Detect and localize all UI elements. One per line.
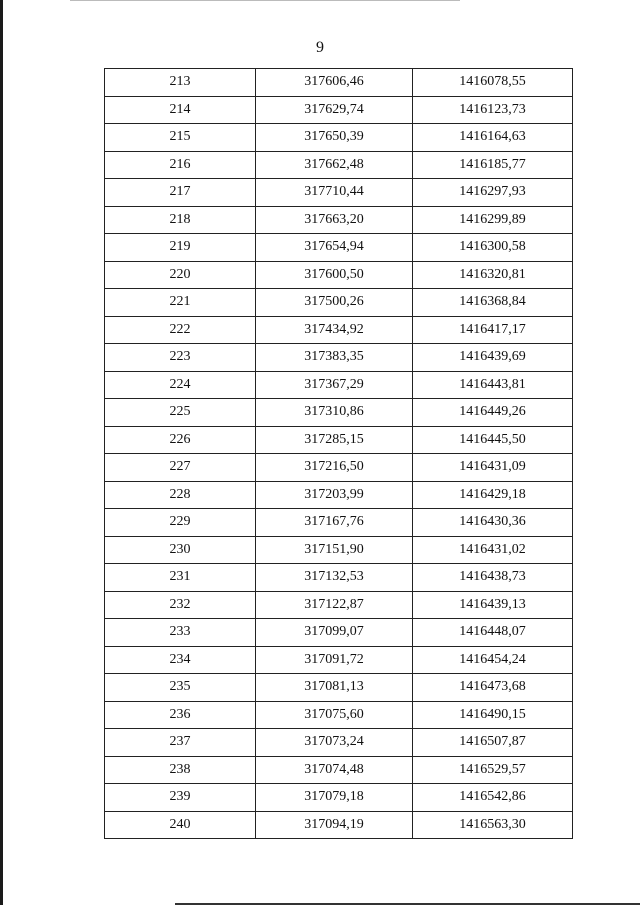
y-coordinate-cell: 1416164,63 xyxy=(413,124,573,152)
table-row xyxy=(105,811,573,839)
y-coordinate-cell: 1416542,86 xyxy=(413,784,573,812)
table-row xyxy=(105,371,573,399)
point-number-cell: 232 xyxy=(105,591,256,619)
table-row xyxy=(105,701,573,729)
point-number-cell: 219 xyxy=(105,234,256,262)
y-coordinate-cell: 1416529,57 xyxy=(413,756,573,784)
y-coordinate-cell: 1416439,13 xyxy=(413,591,573,619)
table-row xyxy=(105,316,573,344)
table-row xyxy=(105,674,573,702)
x-coordinate-cell: 317310,86 xyxy=(256,399,413,427)
table-row xyxy=(105,564,573,592)
table-row xyxy=(105,426,573,454)
x-coordinate-cell: 317500,26 xyxy=(256,289,413,317)
point-number-cell: 227 xyxy=(105,454,256,482)
y-coordinate-cell: 1416563,30 xyxy=(413,811,573,839)
x-coordinate-cell: 317081,13 xyxy=(256,674,413,702)
y-coordinate-cell: 1416443,81 xyxy=(413,371,573,399)
page-number: 9 xyxy=(316,39,324,56)
table-row xyxy=(105,509,573,537)
point-number-cell: 237 xyxy=(105,729,256,757)
y-coordinate-cell: 1416430,36 xyxy=(413,509,573,537)
x-coordinate-cell: 317074,48 xyxy=(256,756,413,784)
y-coordinate-cell: 1416299,89 xyxy=(413,206,573,234)
x-coordinate-cell: 317650,39 xyxy=(256,124,413,152)
coordinates-table xyxy=(104,68,573,839)
point-number-cell: 220 xyxy=(105,261,256,289)
point-number-cell: 235 xyxy=(105,674,256,702)
table-row xyxy=(105,756,573,784)
x-coordinate-cell: 317151,90 xyxy=(256,536,413,564)
table-row xyxy=(105,591,573,619)
y-coordinate-cell: 1416438,73 xyxy=(413,564,573,592)
x-coordinate-cell: 317167,76 xyxy=(256,509,413,537)
point-number-cell: 236 xyxy=(105,701,256,729)
point-number-cell: 221 xyxy=(105,289,256,317)
point-number-cell: 240 xyxy=(105,811,256,839)
coordinates-table-body xyxy=(105,69,573,839)
point-number-cell: 229 xyxy=(105,509,256,537)
point-number-cell: 218 xyxy=(105,206,256,234)
point-number-cell: 230 xyxy=(105,536,256,564)
x-coordinate-cell: 317073,24 xyxy=(256,729,413,757)
table-row xyxy=(105,289,573,317)
y-coordinate-cell: 1416429,18 xyxy=(413,481,573,509)
y-coordinate-cell: 1416185,77 xyxy=(413,151,573,179)
x-coordinate-cell: 317094,19 xyxy=(256,811,413,839)
x-coordinate-cell: 317367,29 xyxy=(256,371,413,399)
x-coordinate-cell: 317600,50 xyxy=(256,261,413,289)
point-number-cell: 233 xyxy=(105,619,256,647)
scan-left-edge xyxy=(0,0,3,905)
table-row xyxy=(105,619,573,647)
table-row xyxy=(105,151,573,179)
point-number-cell: 215 xyxy=(105,124,256,152)
table-row xyxy=(105,454,573,482)
x-coordinate-cell: 317606,46 xyxy=(256,69,413,97)
table-row xyxy=(105,124,573,152)
y-coordinate-cell: 1416078,55 xyxy=(413,69,573,97)
point-number-cell: 214 xyxy=(105,96,256,124)
x-coordinate-cell: 317654,94 xyxy=(256,234,413,262)
x-coordinate-cell: 317091,72 xyxy=(256,646,413,674)
point-number-cell: 228 xyxy=(105,481,256,509)
point-number-cell: 223 xyxy=(105,344,256,372)
y-coordinate-cell: 1416448,07 xyxy=(413,619,573,647)
table-row xyxy=(105,536,573,564)
y-coordinate-cell: 1416490,15 xyxy=(413,701,573,729)
x-coordinate-cell: 317663,20 xyxy=(256,206,413,234)
x-coordinate-cell: 317629,74 xyxy=(256,96,413,124)
point-number-cell: 222 xyxy=(105,316,256,344)
point-number-cell: 234 xyxy=(105,646,256,674)
x-coordinate-cell: 317285,15 xyxy=(256,426,413,454)
point-number-cell: 225 xyxy=(105,399,256,427)
point-number-cell: 217 xyxy=(105,179,256,207)
x-coordinate-cell: 317079,18 xyxy=(256,784,413,812)
table-row xyxy=(105,96,573,124)
table-row xyxy=(105,206,573,234)
x-coordinate-cell: 317216,50 xyxy=(256,454,413,482)
y-coordinate-cell: 1416473,68 xyxy=(413,674,573,702)
table-row xyxy=(105,261,573,289)
table-row xyxy=(105,234,573,262)
y-coordinate-cell: 1416297,93 xyxy=(413,179,573,207)
x-coordinate-cell: 317710,44 xyxy=(256,179,413,207)
point-number-cell: 226 xyxy=(105,426,256,454)
y-coordinate-cell: 1416507,87 xyxy=(413,729,573,757)
point-number-cell: 239 xyxy=(105,784,256,812)
point-number-cell: 238 xyxy=(105,756,256,784)
y-coordinate-cell: 1416431,02 xyxy=(413,536,573,564)
table-row xyxy=(105,399,573,427)
y-coordinate-cell: 1416439,69 xyxy=(413,344,573,372)
y-coordinate-cell: 1416417,17 xyxy=(413,316,573,344)
y-coordinate-cell: 1416320,81 xyxy=(413,261,573,289)
table-row xyxy=(105,179,573,207)
scan-top-rule xyxy=(70,0,460,1)
y-coordinate-cell: 1416431,09 xyxy=(413,454,573,482)
table-row xyxy=(105,646,573,674)
y-coordinate-cell: 1416368,84 xyxy=(413,289,573,317)
x-coordinate-cell: 317122,87 xyxy=(256,591,413,619)
x-coordinate-cell: 317132,53 xyxy=(256,564,413,592)
x-coordinate-cell: 317662,48 xyxy=(256,151,413,179)
x-coordinate-cell: 317434,92 xyxy=(256,316,413,344)
x-coordinate-cell: 317203,99 xyxy=(256,481,413,509)
x-coordinate-cell: 317099,07 xyxy=(256,619,413,647)
x-coordinate-cell: 317383,35 xyxy=(256,344,413,372)
x-coordinate-cell: 317075,60 xyxy=(256,701,413,729)
point-number-cell: 213 xyxy=(105,69,256,97)
table-row xyxy=(105,344,573,372)
point-number-cell: 216 xyxy=(105,151,256,179)
table-row xyxy=(105,784,573,812)
table-row xyxy=(105,481,573,509)
y-coordinate-cell: 1416300,58 xyxy=(413,234,573,262)
table-row xyxy=(105,729,573,757)
table-row xyxy=(105,69,573,97)
y-coordinate-cell: 1416445,50 xyxy=(413,426,573,454)
point-number-cell: 231 xyxy=(105,564,256,592)
point-number-cell: 224 xyxy=(105,371,256,399)
y-coordinate-cell: 1416454,24 xyxy=(413,646,573,674)
y-coordinate-cell: 1416123,73 xyxy=(413,96,573,124)
y-coordinate-cell: 1416449,26 xyxy=(413,399,573,427)
